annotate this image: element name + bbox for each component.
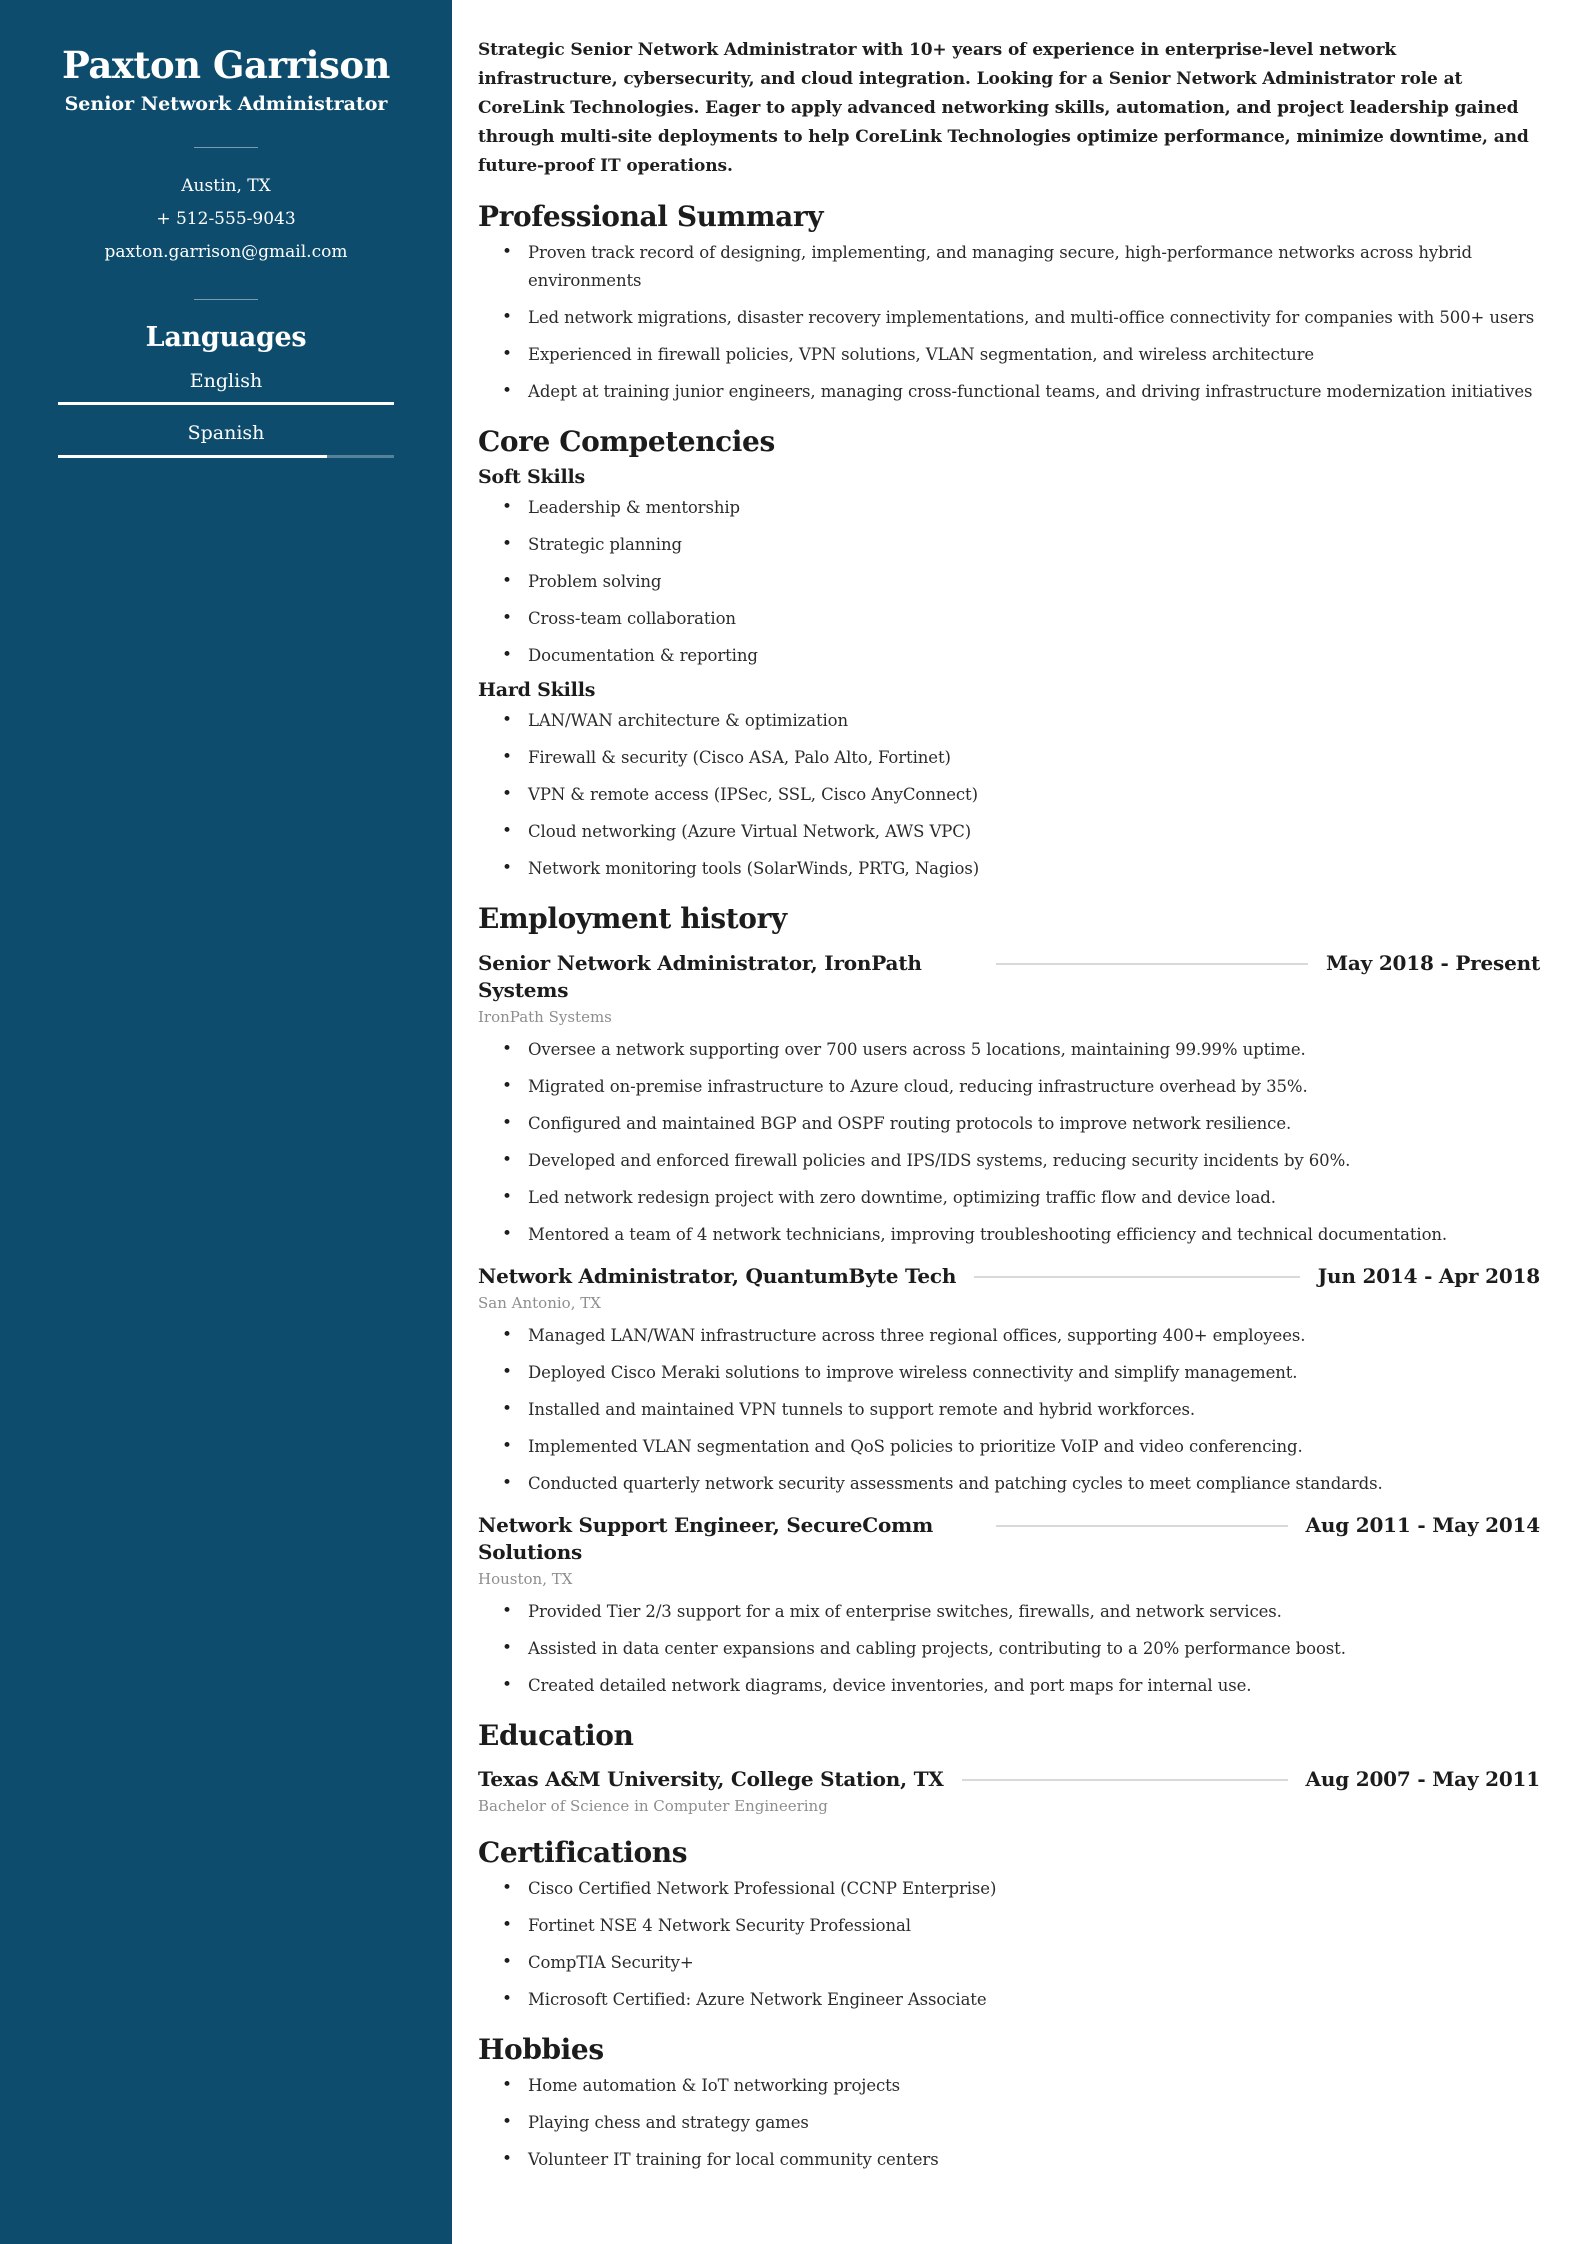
- bullet-item: • Strategic planning: [502, 531, 1540, 559]
- bullet-item: • Created detailed network diagrams, device inventories, and port maps for internal use.: [502, 1672, 1540, 1700]
- competencies-section: [478, 426, 1540, 883]
- bullet-item: • Deployed Cisco Meraki solutions to improve wireless connectivity and simplify management.: [502, 1359, 1540, 1387]
- education-header: [478, 1766, 1540, 1793]
- employment-section: [478, 903, 1540, 1699]
- hobbies-list: [478, 2072, 1540, 2174]
- bullet-item: • Led network migrations, disaster recovery implementations, and multi-office connectivity for companies with 500+ users: [502, 304, 1540, 332]
- language-level-track: [58, 455, 394, 458]
- bullet-item: • Cross-team collaboration: [502, 605, 1540, 633]
- divider-line: [974, 1276, 1300, 1278]
- bullet-item: • Volunteer IT training for local community centers: [502, 2146, 1540, 2174]
- job-header: [478, 950, 1540, 1004]
- job-entry: [478, 1512, 1540, 1700]
- bullet-item: • Fortinet NSE 4 Network Security Professional: [502, 1912, 1540, 1940]
- job-date: May 2018 - Present: [1325, 950, 1540, 975]
- summary-section: [478, 201, 1540, 406]
- skills-subheading: Soft Skills: [478, 466, 585, 489]
- language-name: English: [189, 369, 263, 392]
- person-name: Paxton Garrison: [62, 43, 390, 87]
- job-title: Senior Network Administrator, IronPath Systems: [478, 950, 922, 1002]
- job-subtitle: San Antonio, TX: [478, 1293, 601, 1312]
- job-subtitle: IronPath Systems: [478, 1007, 612, 1026]
- skills-list: [478, 494, 1540, 670]
- contact-phone: + 512-555-9043: [156, 208, 296, 229]
- contact-block: [44, 170, 408, 269]
- language-name: Spanish: [187, 422, 265, 445]
- job-header: [478, 1263, 1540, 1290]
- language-level-fill: [58, 402, 394, 405]
- bullet-item: • Experienced in firewall policies, VPN solutions, VLAN segmentation, and wireless architecture: [502, 341, 1540, 369]
- contact-email: paxton.garrison@gmail.com: [104, 241, 348, 262]
- language-item: [44, 367, 408, 406]
- main-column: [452, 0, 1588, 2244]
- job-title: Network Administrator, QuantumByte Tech: [478, 1263, 957, 1288]
- person-title: Senior Network Administrator: [64, 93, 388, 116]
- education-degree: Bachelor of Science in Computer Engineering: [478, 1796, 828, 1815]
- bullet-item: • Adept at training junior engineers, managing cross-functional teams, and driving infrastructure modernization initiatives: [502, 378, 1540, 406]
- sidebar-divider: [194, 147, 258, 148]
- bullet-item: • Managed LAN/WAN infrastructure across three regional offices, supporting 400+ employees.: [502, 1322, 1540, 1350]
- sidebar: [0, 0, 452, 2244]
- job-entry: [478, 1263, 1540, 1498]
- hobbies-heading: Hobbies: [478, 2032, 604, 2066]
- competencies-heading: Core Competencies: [478, 425, 775, 459]
- skills-subheading: Hard Skills: [478, 679, 596, 702]
- education-section: [478, 1720, 1540, 1817]
- job-date: Aug 2011 - May 2014: [1305, 1512, 1540, 1537]
- bullet-item: • Led network redesign project with zero downtime, optimizing traffic flow and device load.: [502, 1184, 1540, 1212]
- education-heading: Education: [478, 1718, 634, 1752]
- skills-list: [478, 707, 1540, 883]
- job-bullets: [478, 1598, 1540, 1700]
- divider-line: [996, 963, 1308, 965]
- bullet-item: • LAN/WAN architecture & optimization: [502, 707, 1540, 735]
- bullet-item: • VPN & remote access (IPSec, SSL, Cisco AnyConnect): [502, 781, 1540, 809]
- bullet-item: • Conducted quarterly network security assessments and patching cycles to meet compliance standards.: [502, 1470, 1540, 1498]
- education-school: Texas A&M University, College Station, TX: [478, 1766, 944, 1791]
- jobs-list: [478, 950, 1540, 1700]
- bullet-item: • Mentored a team of 4 network technicians, improving troubleshooting efficiency and technical documentation.: [502, 1221, 1540, 1249]
- bullet-item: • Configured and maintained BGP and OSPF routing protocols to improve network resilience.: [502, 1110, 1540, 1138]
- bullet-item: • Home automation & IoT networking projects: [502, 2072, 1540, 2100]
- bullet-item: • Network monitoring tools (SolarWinds, PRTG, Nagios): [502, 855, 1540, 883]
- bullet-item: • Playing chess and strategy games: [502, 2109, 1540, 2137]
- contact-location: Austin, TX: [181, 175, 271, 196]
- summary-heading: Professional Summary: [478, 200, 824, 233]
- bullet-item: • Cisco Certified Network Professional (CCNP Enterprise): [502, 1875, 1540, 1903]
- skills-group: [478, 679, 1540, 883]
- bullet-item: • Microsoft Certified: Azure Network Engineer Associate: [502, 1986, 1540, 2014]
- job-title: Network Support Engineer, SecureComm Solutions: [478, 1512, 934, 1564]
- bullet-item: • Documentation & reporting: [502, 642, 1540, 670]
- bullet-item: • Assisted in data center expansions and cabling projects, contributing to a 20% performance boost.: [502, 1635, 1540, 1663]
- bullet-item: • Proven track record of designing, implementing, and managing secure, high-performance networks across hybrid environments: [502, 239, 1540, 295]
- bullet-item: • Problem solving: [502, 568, 1540, 596]
- language-level-fill: [58, 455, 327, 458]
- certifications-heading: Certifications: [478, 1835, 688, 1869]
- competencies-groups: [478, 466, 1540, 883]
- bullet-item: • Installed and maintained VPN tunnels to support remote and hybrid workforces.: [502, 1396, 1540, 1424]
- intro-paragraph: Strategic Senior Network Administrator with 10+ years of experience in enterprise-level network infrastructure, cybersecurity, and cloud integration. Looking for a Senior Network Administrator role at CoreLink Technologies. Eager to apply advanced networking skills, automation, and project leadership gained through multi-site deployments to help CoreLink Technologies optimize performance, minimize downtime, and future-proof IT operations.: [478, 40, 1529, 176]
- languages-heading: Languages: [145, 321, 307, 353]
- skills-group: [478, 466, 1540, 670]
- bullet-item: • Migrated on-premise infrastructure to Azure cloud, reducing infrastructure overhead by 35%.: [502, 1073, 1540, 1101]
- divider-line: [962, 1779, 1288, 1781]
- job-date: Jun 2014 - Apr 2018: [1317, 1263, 1540, 1288]
- job-entry: [478, 950, 1540, 1249]
- bullet-item: • Oversee a network supporting over 700 users across 5 locations, maintaining 99.99% uptime.: [502, 1036, 1540, 1064]
- certifications-list: [478, 1875, 1540, 2014]
- job-subtitle: Houston, TX: [478, 1569, 573, 1588]
- language-item: [44, 419, 408, 458]
- bullet-item: • Implemented VLAN segmentation and QoS policies to prioritize VoIP and video conferencing.: [502, 1433, 1540, 1461]
- bullet-item: • Leadership & mentorship: [502, 494, 1540, 522]
- bullet-item: • CompTIA Security+: [502, 1949, 1540, 1977]
- job-header: [478, 1512, 1540, 1566]
- job-bullets: [478, 1036, 1540, 1249]
- bullet-item: • Provided Tier 2/3 support for a mix of enterprise switches, firewalls, and network services.: [502, 1598, 1540, 1626]
- bullet-item: • Developed and enforced firewall policies and IPS/IDS systems, reducing security incidents by 60%.: [502, 1147, 1540, 1175]
- education-date: Aug 2007 - May 2011: [1305, 1766, 1540, 1791]
- sidebar-divider: [194, 299, 258, 300]
- certifications-section: [478, 1837, 1540, 2014]
- language-level-track: [58, 402, 394, 405]
- bullet-item: • Cloud networking (Azure Virtual Network, AWS VPC): [502, 818, 1540, 846]
- bullet-item: • Firewall & security (Cisco ASA, Palo Alto, Fortinet): [502, 744, 1540, 772]
- employment-heading: Employment history: [478, 902, 787, 936]
- summary-list: [478, 239, 1540, 406]
- hobbies-section: [478, 2034, 1540, 2174]
- job-bullets: [478, 1322, 1540, 1498]
- education-entry: [478, 1766, 1540, 1817]
- languages-list: [44, 367, 408, 458]
- divider-line: [996, 1525, 1288, 1527]
